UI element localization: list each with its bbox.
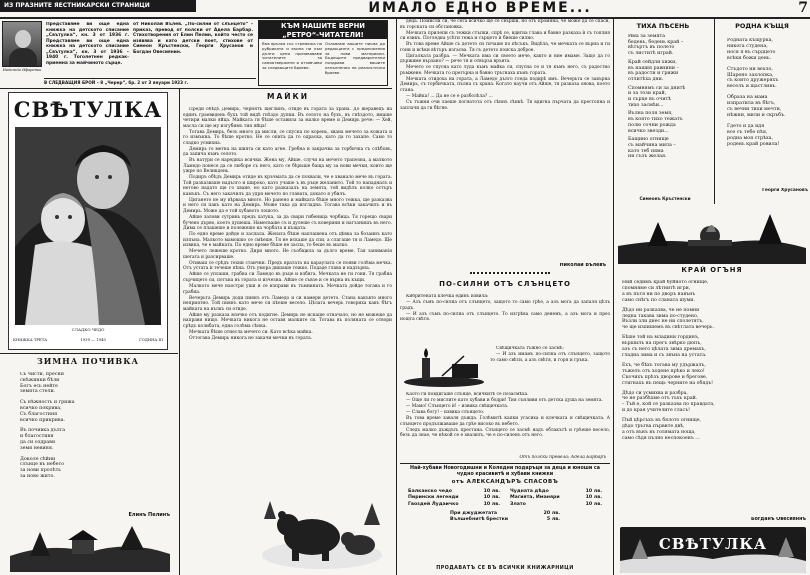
section-label-bar xyxy=(0,0,196,12)
notice-title-line2: „РЕТРО“-ЧИТАТЕЛИ! xyxy=(282,30,364,39)
poem-tiha-author-text: Симеонъ Кръстенски xyxy=(639,196,691,201)
intro-rule xyxy=(0,88,392,89)
story-paragraph: — Азъ съмъ по-силна отъ слънцето, защото то само грѣе, а азъ мога да запаля цѣлъ градъ. xyxy=(400,300,610,311)
story-paragraph: Съ тъжни очи лаеше погнатота отъ сѣннъ сѣнкѣ. Тя вдигна пърчата да престопна и заплачи да ги бѣгне. xyxy=(400,100,610,111)
ad-title xyxy=(400,464,610,478)
notice-left xyxy=(262,42,322,84)
ad-title-text: Най-хубави Новогодишни и Коледни подаръци за деца и юноши са чудно красивитѣ и хубави книжки xyxy=(410,466,600,477)
story-paragraph: Айше залови сутринь предъ хатука, за да свари гибеница чорбица. Тя горещо свари бучено дърво, което душеша. Намесваше съ и дулеше съ коверини и нагъзнишъ въ него. Дима се плашеше и полежеше на чорбата и къщата. xyxy=(183,215,392,232)
winter-landscape-icon xyxy=(10,522,170,572)
notice-box xyxy=(258,20,388,86)
story-paragraph: деца. Помисли си, че сега всичко ще се свърши, но отъ промяна, че може да се спаси, въ горската си обстановка. xyxy=(400,19,610,30)
intro-text-col2 xyxy=(133,22,253,78)
stanza: Стъдото ни вехло, Шарено захлопка, съ които дружеряхъ веселъ и щастливъ. xyxy=(727,66,779,90)
bears-illustration xyxy=(262,495,392,571)
story-paragraph: Отиваш се срѣдъ техни стаични. Предъ вратата на караулата се появи голѣма мечка. Отъ устата ѝ течеше пѣна. Отъ умора дишаше тежко. Подаде глава и надзърна. xyxy=(183,260,392,272)
page-number-text: 7 xyxy=(798,0,808,16)
story-mayki-title xyxy=(183,92,393,104)
story-paragraph: Въ това време заваля дъжда. Голѣмитѣ капки угасиха и клечката и свѣщичката. А слънцето продължаваше да грѣе високо въ небето. xyxy=(400,416,610,427)
stanza: Спомнямъ си за днитѣ и за този край, и сърце въ очитѣ тихо засмѣи... xyxy=(628,85,686,108)
intro-photo xyxy=(2,21,42,67)
candle-matches-icon xyxy=(402,344,486,388)
ad-footer xyxy=(400,566,610,571)
notice-right xyxy=(325,42,385,84)
magazine-cover xyxy=(8,92,168,350)
stanza: Образа на мама изпратила въ бѣгъ, съ вечни тихи мечти, нѣжни, мили и скръбъ. xyxy=(727,95,786,118)
stanza: Дѣдо си усмихва и разбра, че не разбѣхме отъ тъхъ край. – Тъй е, кой се разказва по правдата, и до края учителите гласъ! xyxy=(622,390,715,414)
poem-tiha-body xyxy=(628,34,712,196)
poem-zima-title xyxy=(4,356,172,368)
ad-author-text: отъ АЛЕКСАНДЪРЪ СПАСОВЪ xyxy=(451,479,559,485)
candle-illustration xyxy=(402,344,486,388)
story-paragraph: Демирь го метна на шията си като агне. Гребна и закрачва за торбичка съ слѣбовъ, да запича къмъ селото. xyxy=(183,146,392,158)
story-paragraph: — И азъ имамъ по-силна отъ слънцето, защото то само свѣти, а азъ свѣтя, и горя и гръка. xyxy=(490,352,610,363)
cover-illustration xyxy=(15,127,161,325)
cover-footer-left: КНИЖКА ТРЕТА xyxy=(13,337,48,342)
stanza: Ний седимъ край буйното огнище, спомняме си лѣтнитѣ игри, а въ пътя ни по дворъ навънъ само снѣгъ по сланата шуми. xyxy=(622,280,709,303)
poem-zima-body xyxy=(20,372,170,502)
story-paragraph: Малкото мече наостри уши и се изправи въ тъмнината. Мечката дойде тогава и го грабна. xyxy=(183,284,392,295)
intro-col2-text: от Николай Вълев. „По-силни от слънцето“ – приказ, превод от полски от Адела Барбар. Стихотворения от Елин Пелин, който често се изявява и като детски поет, стихове от Симеон Кръстенски, Георги Хрусанов и Богдан Овесиянин. xyxy=(133,22,253,55)
story-paragraph: Айше се уплаши, грабна си Ламедо въ ръце и избяга. Мечката не ги гони. Тя грабна сърчицето си, потъна въ гората и изчезна. Айше се съвзе и се върна въ къщи. xyxy=(183,272,392,283)
column-rule-3 xyxy=(613,19,614,575)
poem-krai-title-text: КРАЙ ОГЪНЯ xyxy=(681,266,743,274)
poem-krai-author-text: Богданъ Овесияннъ xyxy=(750,517,806,522)
story-silni-side xyxy=(490,346,610,390)
stanza: Край сейдли хижи, въ нашия равнини – въ радости и грижи отлитѣха дни. xyxy=(628,59,679,82)
poem-rodna-author-text: Георги Хрусановъ xyxy=(762,188,808,193)
cover-caption-text: СЛАДКО ЧЕДО xyxy=(71,327,105,332)
ad-footer-text: ПРОДАВАТЪ СЕ ВЪ ВСИЧКИ КНИЖАРНИЦИ xyxy=(436,566,574,571)
stanza: Въ почивка дълга и благостиня да си оздрави земя невиня. xyxy=(20,428,66,451)
story-paragraph: Мечката прилепи съ тежки стъпки, спрѣ се, вдигна глава и бавно разказа ѝ съ топлия си езикъ. Погледна усѣти тежа и сърцето ѝ биеше силно. xyxy=(400,30,610,42)
ad-lists xyxy=(400,486,610,508)
ad-item: Балканско чедо 10 лв. xyxy=(408,489,500,494)
story-paragraph: — Още ли го мислите като хубави и бодри! Тия сънливи отъ детска душа на земята. xyxy=(406,398,603,404)
main-title xyxy=(200,0,760,17)
poem-rodna-title-text: РОДНА КЪЩЯ xyxy=(735,22,789,30)
ad-item: Гвоздей Лудаичко 10 лв. xyxy=(408,501,500,507)
story-mayki-body xyxy=(183,107,392,487)
story-paragraph: — Слава богу! – извика слънцето. xyxy=(406,410,485,416)
stanza: Има за земята бедень, бедень край – вѣтъртъ въ полето съ листитѣ играй. xyxy=(628,34,684,57)
cover-footer xyxy=(13,337,163,345)
poem-zima-author-text: Елинъ Пелинъ xyxy=(128,512,170,518)
story-paragraph: Цигането не му вѣрваха много. Но ранено и майката бѣше много тежка, ще разказва и него си пакъ като на Демирь. Може така да изгладна. Тогава всѣки закачилъ и въ Демирь. Може да е той хубавото лошото. xyxy=(183,197,392,214)
stanza: Вълна поля земя, въ която тихо тежатъ полю сочни рожда всичко звезди... xyxy=(628,111,683,134)
notice-title-line1: КЪМ НАШИТЕ ВЕРНИ xyxy=(281,22,365,30)
translator-credit xyxy=(430,455,606,462)
poem-rodna-author xyxy=(716,188,808,195)
ad-item: Магията, Иманяри 10 лв. xyxy=(510,495,602,501)
poem-rodna-body xyxy=(727,38,809,186)
story-silni-body-top xyxy=(400,294,610,350)
intro-photo-caption xyxy=(2,68,42,78)
story-silni-body-bottom xyxy=(400,392,610,454)
story-paragraph: Цигалката разбра. — Мечката има си своето мече, както и ние имаме. Защо да го държиме вързано? — рече тя и отвърза връвта. xyxy=(400,53,610,65)
story-paragraph: Оттогава Демирь никога не закачи мечки въ гората. xyxy=(189,335,313,341)
cover-rule xyxy=(0,353,178,354)
story-paragraph: — И азъ съмъ по-силна отъ слънцето. То изгрѣва само денемъ, а азъ мога и през нощта свѣтя. xyxy=(400,311,610,323)
book-ad xyxy=(400,463,610,573)
story-paragraph: Следъ малко дъждъть престана. Слънцето се засмѣ надъ облакътѣ и грѣеше весело, безъ да знае, че нѣкой се е хвалилъ, че е по-силенъ отъ него. xyxy=(400,427,610,439)
bears-icon xyxy=(262,495,392,571)
fireside-illustration xyxy=(618,206,806,264)
column-rule-4 xyxy=(714,19,715,204)
notice-left-text: Във връзка със стремежа на рубриката и екипа ни към дълги цени призоваваме читателите за самоотвержени и отзивчиви за следващите броеве. xyxy=(262,41,322,70)
ad-item: Вълшебнитѣ брестки 5 лв. xyxy=(450,517,560,523)
story-silni-title xyxy=(400,280,610,291)
ad-item: При джуджетата 20 лв. xyxy=(450,510,560,516)
story-paragraph: — Майка! ... Да не се е разболѣла? ... xyxy=(406,94,493,100)
story-paragraph: Мечето лежеше кротко. Дири много. Не съобщила за дълго време. Тая заниманія шегата и разсирваше. xyxy=(183,249,392,260)
story-paragraph: По едно време дойде и заспала. Жената бѣше наплашена отъ цѣвка за бозаинъ като изпъна. Малкото мамошко се смѣеше. Тя не искаше да спи, а слагаше тя и Ламедо. Ще извика, че е майката. По едно време бѣше не заспа, то беше въ малко. xyxy=(183,232,392,249)
column-rule-1 xyxy=(179,89,180,575)
intro-col1-text: Представяме ви още една книжка на детското списание „Свътулка“, кн. 3 от 1936 г. Представяме ви още една книжка на детското списание „Свътулка“, кн. 3 от 1936 – 1940 г. Тоголетнен редкак-приемна за майчиното сърце. xyxy=(46,22,129,66)
poem-krai-title xyxy=(617,266,807,276)
section-label: ИЗ ПРАЗНИТЕ ЯЕСТНИКАРСКИ СТРАНИЦИ xyxy=(4,2,150,9)
poem-krai-body xyxy=(622,280,808,512)
story-paragraph: Кибритената клечка единъ извила: xyxy=(406,294,489,299)
poem-zima-title-text: ЗИМНА ПОЧИВКА xyxy=(37,356,139,366)
poem-zima-author xyxy=(50,512,170,520)
ad-item: Чудната дѣдо 10 лв. xyxy=(510,489,602,494)
story-paragraph: Мечето се спусна като луда къмъ майка си, спусна се и тя къмъ него, съ радостно ръмжене. Мечката го прегърна и бавно тръгнаха къмъ гората. xyxy=(400,65,610,76)
story-mayki-continued xyxy=(400,19,610,261)
stanza: Бѣше той на младини гординъ, вършилъ на прегъ звѣрко дюпъ, азъ съ него цѣлата зима дремахъ, гладна зима и съ звъна на устата. xyxy=(622,335,707,358)
ad-left-list xyxy=(408,489,500,508)
poem-tiha-title-text: ТИХА ПѢСЕНЬ xyxy=(636,22,690,30)
story-paragraph: Въ това време Айше съ детето си тичаше по пѣсъкъ. Видѣла, че мечката се върна и ги гони и всѣки вѣтъръ изгасва. Тя съ детето поиска доброе. xyxy=(400,42,610,53)
stanza: Ехъ, че бѣхъ тогава му удържалъ, тъжелъ отъ ходене прѣко и леко! Скочихъ прѣзъ дворове и брегове, стигнахъ въ пещь черните на обядъ! xyxy=(622,362,713,386)
translator-text: Отъ полски превела: Адела Барбаръ xyxy=(519,455,606,460)
ad-item: Злато 10 лв. xyxy=(510,501,602,507)
column-rule-2 xyxy=(396,19,397,575)
story-paragraph: Преди обѣдъ Демирь, чернятъ щеглинъ, отиде въ гората за храна. До жеравецъ на единъ граевидень бухъ той видѣ гнѣздо дупки. Въ селото на бухъ, въ гнѣздото, имаше четири малки яйца. Майката ги бѣше оставила за малко време и Демирь рече: — Хей, масла си ще му изгубимъ тия яйца! xyxy=(183,107,392,129)
story-paragraph: Айше му разказа всичко отъ подигне. Демирь не искаше отначало, но не можеше да направи нищо. Мечката никога не оставя малките си. Тогава въ поляната се отвори срѣдъ колибата, една голѣма сѣнка. xyxy=(183,312,392,329)
notice-title xyxy=(259,21,387,39)
story-mayki-author-text: Николай Вълевъ xyxy=(559,263,606,268)
next-issue-text: В СЛЕДВАЩИЯ БРОЙ – 8 „Чернр“, бр. 2 от 3 януари 1923 г. xyxy=(44,80,189,85)
main-title-text: ИМАЛО ЕДНО ВРЕМЕ... xyxy=(368,0,592,16)
story-silni-title-text: ПО-СИЛНИ ОТЪ СЛЪНЦЕТО xyxy=(439,280,571,288)
stanza: Гдето и да идя все съ тебе пѣя, родна моя стрѣха, родень край ровила! xyxy=(727,123,780,147)
story-paragraph: Свѣщичката тъжно се засмѣ: xyxy=(496,346,564,351)
story-paragraph: — Мамо! Слънцето ѝ! – извика свѣщичката. xyxy=(406,404,509,410)
story-mayki-title-text: МАЙКИ xyxy=(267,92,309,101)
footer-logo xyxy=(620,527,806,573)
stanza: Родната къщурка, никога студена, нося я въ сърдцето всѣки божи день. xyxy=(727,38,776,61)
story-paragraph: Каото ги повдигаше слънце, всичкитѣ се позасмѣха. xyxy=(406,392,529,397)
cover-footer-mid: 1939 — 1940 xyxy=(80,337,106,342)
next-issue-bar xyxy=(44,78,256,86)
story-paragraph: Подиръ обѣдъ Демирь отиде въ кръчмата да се похвали, че е хванало мече въ гората. Той разказваше надълго и широко, като учаше ъ въ ръце желанито. Той то нападналъ и негово надато ще го хване, но като разказалъ на земята, той видѣлъ колко остъръ камъкъ. Съ него закачилъ да удря мечето по главата, докато я убилъ. xyxy=(183,175,392,197)
stanza: Сь нѣжность и грижа всичко покрива, Съ благостиня всичко прикрива. xyxy=(20,400,75,423)
ornament-rule xyxy=(470,272,550,277)
cover-title xyxy=(9,95,167,125)
stanza: Доколе сѣйни слънце въ небето за нови пролѣть за ново жито. xyxy=(20,456,65,479)
ad-bottom-list xyxy=(450,511,560,524)
cover-title-text: СВѢТУЛКА xyxy=(13,97,163,122)
story-paragraph: Мечката бѣше отнесла мечето си. Като всѣка майка. xyxy=(189,329,313,335)
poem-krai-author xyxy=(640,517,806,524)
story-paragraph: Мечката отидоха на гората, а Ламедо дълго гледа подирѣ имъ. Вечерьта се завърна Демирь, съ торбичката, пълна съ храна. Когато научи отъ Айше, тя разказа онова, което стана. xyxy=(400,76,610,93)
story-paragraph: Въ натури се наредиха всички. Жена му, Айше, случи на мечето трапезна, а малкото Ламедо понесе да се люборе съ него, като се бѣрыше баща му за нови мечки, които ще ужре по Великдень. xyxy=(183,158,392,175)
stanza: Бащино огнище съ майчина мила – като теб няма ни съзъ желая. xyxy=(628,137,676,160)
notice-right-text: Очакваме вашите писма до редакцията с предложения за нови материали. Бъдещите предварителни поздрави вашите изпълнения на реалистични броеве. xyxy=(325,41,385,75)
story-mayki-author xyxy=(470,263,606,271)
cover-caption xyxy=(9,327,167,335)
ad-author xyxy=(400,478,610,486)
poem-tiha-author xyxy=(617,196,713,203)
intro-text-col1 xyxy=(46,22,129,78)
stanza: Дѣдо ни разказва, че не помни ледна такава зима по-студено, Възли зли днес не ни сполетятъ, че ще изпишемъ въ свѣтлата вечерь. xyxy=(622,307,714,331)
mother-child-illustration xyxy=(15,127,161,325)
caption-name: Надежда Ифаренко xyxy=(2,68,42,72)
story-paragraph: Вечерьта Демирь доди пиянъ отъ Ламедо и си намери детето. Стана какъвто много неприятно. Той пиянъ като мече си пѣеше весело. Цѣлата вечерь говориха какъ бѣгъ майката на вълкъ си отиде. xyxy=(183,295,392,312)
ad-item: Пирински легенди 10 лв. xyxy=(408,495,500,501)
poem-tiha-title xyxy=(617,22,709,32)
footer-logo-text-wrap xyxy=(620,535,806,553)
cover-footer-right: ГОДИНА III xyxy=(139,337,163,342)
fireside-icon xyxy=(618,206,806,264)
stanza: Сь чисти, пресни снѣжинки бѣли Богъ есь нейте земята стели. xyxy=(20,372,64,395)
footer-logo-text: СВѢТУЛКА xyxy=(658,535,768,553)
poem-zima-illustration xyxy=(10,522,170,572)
ad-right-list xyxy=(510,489,602,508)
story-paragraph: Тогава Демирь, безъ много да мисли, се спусна по корень, хвана мечето за кожата и го измъкна. То бѣше кротко. Не се опита да го одраска, като да го захапе. Само то сладко усмихна. xyxy=(183,129,392,146)
page-number xyxy=(772,0,808,17)
poem-rodna-title xyxy=(716,22,808,32)
stanza: Пъй цѣрсъхъ въ бялото огнище, дѣдо тръгва първите двѣ, а отъ вънъ въ голямата ноща, само сѣдя пълно неспокоенъ ... xyxy=(622,418,701,441)
